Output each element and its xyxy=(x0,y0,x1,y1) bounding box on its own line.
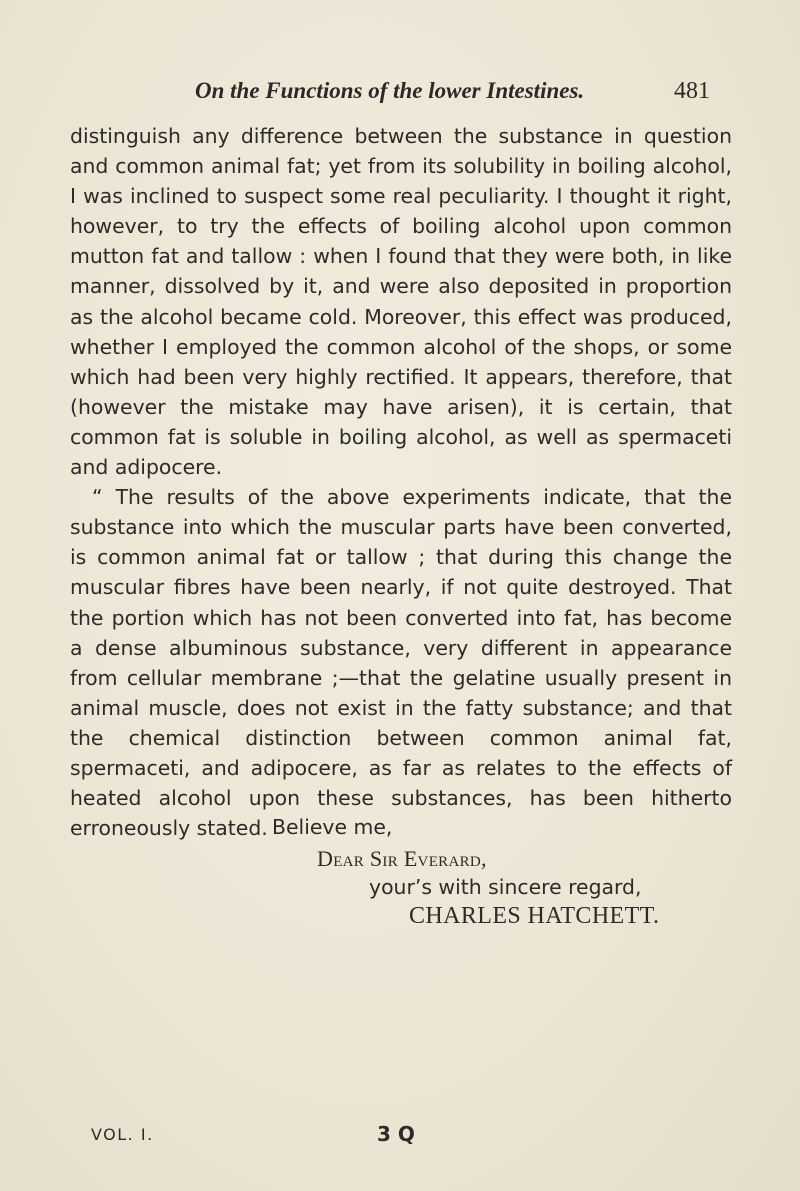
signature-mark: 3 Q xyxy=(377,1122,415,1146)
running-title: On the Functions of the lower Intestines. xyxy=(195,78,585,103)
paragraph-quotation: “ The results of the above experiments indicate, that the substance into which the muscular parts have been converted, is common animal fat or tallow ; that during this change the muscular fibres have been nearly, if not quite destroyed. That the portion which has not been converted into fat, has become a dense albuminous substance, very different in appearance from cellular membrane ;—that the gelatine usually present in animal muscle, does not exist in the fatty substance; and that the chemical distinction between common animal fat, spermaceti, and adipocere, as far as relates to the effects of heated alcohol upon these substances, has been hitherto erroneously stated. xyxy=(70,485,732,841)
closing-addressee: Dear Sir Everard, xyxy=(317,846,487,871)
body-text xyxy=(70,121,732,843)
volume-label: VOL. I. xyxy=(91,1125,154,1144)
signature-name: CHARLES HATCHETT. xyxy=(409,903,660,929)
paragraph-continued: distinguish any difference between the substance in question and common animal fat; yet from its solubility in boiling alcohol, I was inclined to suspect some real peculiarity. I thought it right, however, to try the effects of boiling alcohol upon common mutton fat and tallow : when I found that they were both, in like manner, dissolved by it, and were also deposited in proportion as the alcohol became cold. Moreover, this effect was produced, whether I employed the common alcohol of the shops, or some which had been very highly rectified. It appears, therefore, that (however the mistake may have arisen), it is certain, that common fat is soluble in boiling alcohol, as well as spermaceti and adipocere. xyxy=(70,124,732,480)
closing-salutation: Believe me, xyxy=(272,815,393,839)
page-header xyxy=(150,72,710,112)
closing-regard: your’s with sincere regard, xyxy=(369,875,642,899)
page-number: 481 xyxy=(674,78,710,104)
